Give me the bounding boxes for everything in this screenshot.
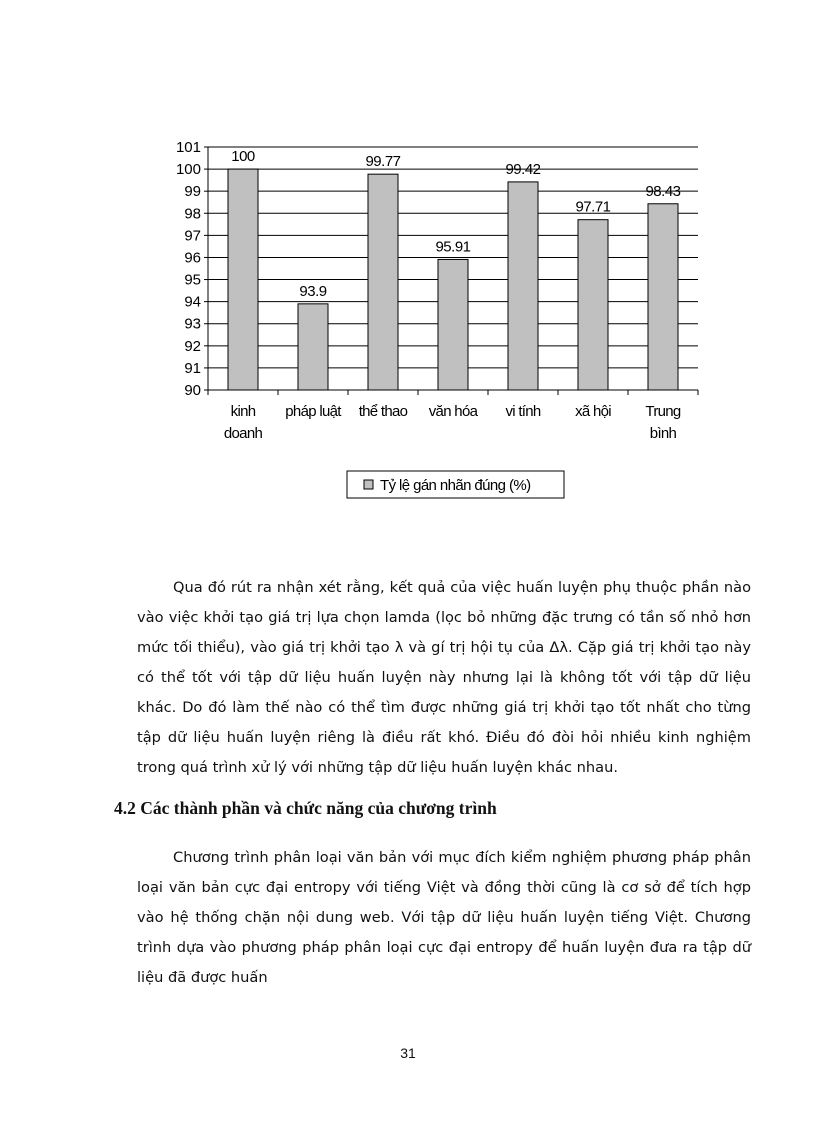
y-tick-label: 93: [184, 315, 201, 333]
y-tick-label: 92: [184, 337, 201, 355]
bar-3: [368, 174, 398, 390]
category-label: Trung: [645, 403, 681, 420]
value-label: 93.9: [299, 282, 327, 300]
y-tick-label: 99: [184, 183, 201, 201]
paragraph-observation-text: Qua đó rút ra nhận xét rằng, kết quả của việc huấn luyện phụ thuộc phần nào vào việc khởi tạo giá trị lựa chọn lamda (lọc bỏ những đặc trưng có tần số nhỏ hơn mức tối thiểu), vào giá trị khởi tạo λ và gí trị hội tụ của Δλ. Cặp giá trị khởi tạo này có thể tốt với tập dữ liệu huấn luyện này nhưng lại là không tốt với tập dữ liệu khác. Do đó làm thế nào có thể tìm được những giá trị khởi tạo tốt nhất cho từng tập dữ liệu huấn luyện riêng là điều rất khó. Điều đó đòi hỏi nhiều kinh nghiệm trong quá trình xử lý với những tập dữ liệu huấn luyện khác nhau.: [137, 579, 751, 776]
section-heading: 4.2 Các thành phần và chức năng của chương trình: [114, 798, 497, 818]
category-label: vi tính: [505, 403, 541, 420]
bar-2: [298, 304, 328, 390]
y-tick-label: 100: [175, 161, 201, 179]
bar-1: [228, 169, 258, 390]
paragraph-program-text: Chương trình phân loại văn bản với mục đích kiểm nghiệm phương pháp phân loại văn bản cực đại entropy với tiếng Việt và đồng thời cũng là cơ sở để tích hợp vào hệ thống chặn nội dung web. Với tập dữ liệu huấn luyện tiếng Việt. Chương trình dựa vào phương pháp phân loại cực đại entropy để huấn luyện đưa ra tập dữ liệu đã được huấn: [137, 849, 751, 986]
legend-label: Tỷ lệ gán nhãn đúng (%): [380, 477, 531, 494]
category-label: doanh: [223, 425, 263, 442]
paragraph-program: [137, 843, 751, 993]
chart-svg: [160, 128, 720, 508]
y-tick-label: 95: [184, 271, 201, 289]
bar-6: [578, 220, 608, 390]
bar-7: [648, 204, 678, 390]
legend-swatch: [364, 480, 373, 489]
y-tick-label: 97: [184, 227, 201, 245]
y-tick-label: 94: [184, 293, 201, 311]
category-label: xã hội: [575, 403, 611, 420]
category-label: kinh: [230, 403, 256, 420]
bar-4: [438, 259, 468, 390]
y-tick-label: 101: [175, 139, 201, 156]
y-tick-label: 90: [184, 382, 201, 399]
page-number: 31: [400, 1045, 416, 1061]
paragraph-observation: [137, 573, 751, 783]
category-label: bình: [649, 425, 677, 442]
accuracy-bar-chart: [160, 128, 720, 508]
value-label: 100: [231, 148, 255, 166]
value-label: 97.71: [575, 198, 611, 216]
bar-5: [508, 182, 538, 390]
value-label: 99.77: [365, 153, 401, 171]
value-label: 99.42: [505, 160, 541, 178]
value-label: 95.91: [435, 238, 471, 256]
y-tick-label: 91: [184, 359, 201, 377]
category-label: pháp luật: [285, 403, 341, 420]
y-tick-label: 98: [184, 205, 201, 223]
y-tick-label: 96: [184, 249, 201, 267]
value-label: 98.43: [645, 182, 681, 200]
category-label: thể thao: [358, 403, 408, 420]
category-label: văn hóa: [428, 403, 478, 420]
